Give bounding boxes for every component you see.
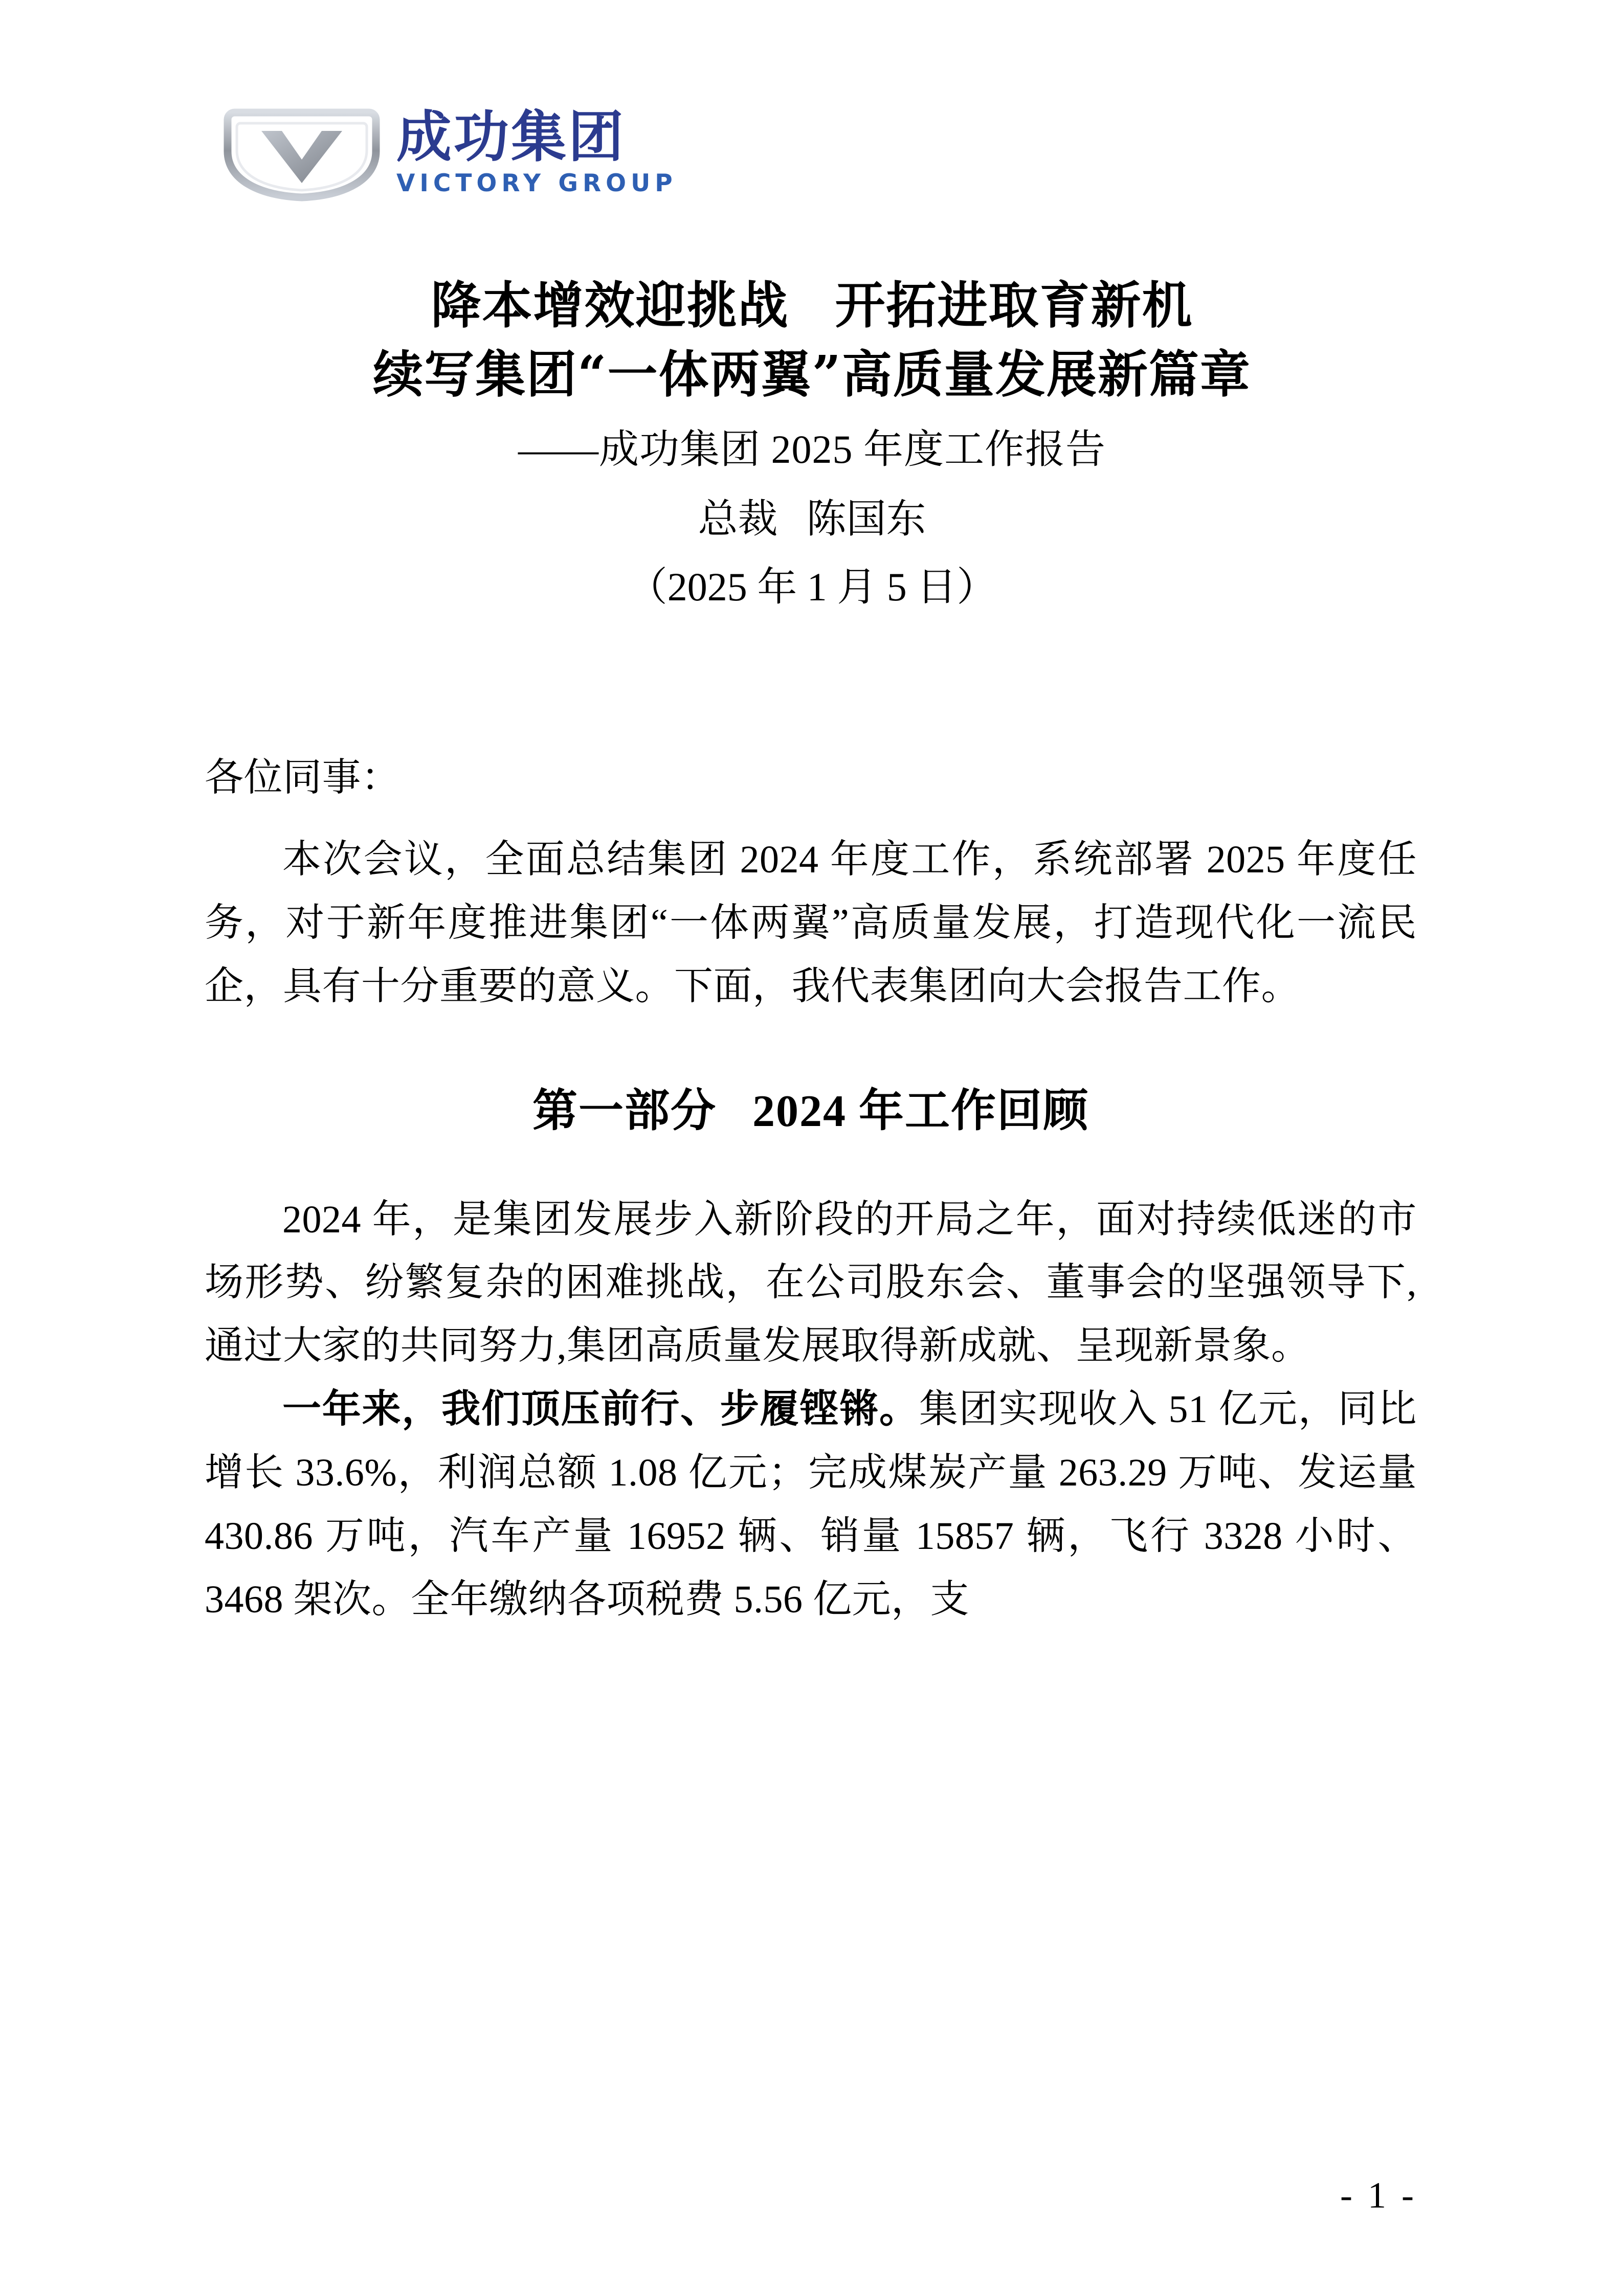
dateline: （2025 年 1 月 5 日） bbox=[627, 564, 997, 609]
byline bbox=[0, 491, 1624, 547]
logo-chinese-name: 成功集团 bbox=[396, 105, 626, 170]
paragraph-2024-overview: 2024 年，是集团发展步入新阶段的开局之年，面对持续低迷的市场形势、纷繁复杂的困难挑战，在公司股东会、董事会的坚强领导下,通过大家的共同努力,集团高质量发展取得新成就、呈现新景象。 bbox=[205, 1198, 1417, 1368]
paragraph-rest: 集团实现收入 51 亿元，同比增长 33.6%，利润总额 1.08 亿元；完成煤炭产量 263.29 万吨、发运量 430.86 万吨，汽车产量 16952 辆、销量 15857 辆，飞行 3328 小时、3468 架次。全年缴纳各项税费 5.56 亿元，支 bbox=[205, 1388, 1417, 1621]
page-title bbox=[0, 271, 1624, 409]
company-logo bbox=[212, 100, 693, 207]
page-number: - 1 - bbox=[1340, 2175, 1417, 2216]
logo-english-name: VICTORY GROUP bbox=[396, 169, 677, 197]
title-line2: 续写集团“一体两翼”高质量发展新篇章 bbox=[373, 345, 1251, 404]
title-block bbox=[0, 271, 1624, 615]
byline-name: 陈国东 bbox=[806, 496, 926, 541]
byline-role: 总裁 bbox=[698, 496, 778, 541]
paragraph-2024-results bbox=[205, 1378, 1417, 1632]
section-heading-text: 2024 年工作回顾 bbox=[752, 1086, 1089, 1136]
document-subtitle: ——成功集团 2025 年度工作报告 bbox=[518, 427, 1106, 472]
logo-wordmark bbox=[396, 107, 677, 199]
title-line1-part2: 开拓进取育新机 bbox=[835, 276, 1193, 335]
title-line1-part1: 降本增效迎挑战 bbox=[431, 276, 789, 335]
paragraph-intro: 本次会议，全面总结集团 2024 年度工作，系统部署 2025 年度任务，对于新年度推进集团“一体两翼”高质量发展，打造现代化一流民企，具有十分重要的意义。下面，我代表集团向大会报告工作。 bbox=[205, 838, 1417, 1008]
salutation: 各位同事： bbox=[205, 756, 401, 799]
victory-group-shield-logo bbox=[212, 102, 391, 205]
paragraph-lead-bold: 一年来，我们顶压前行、步履铿锵。 bbox=[282, 1388, 919, 1431]
section-heading-part-one bbox=[205, 1075, 1417, 1139]
section-heading-label: 第一部分 bbox=[532, 1086, 717, 1136]
document-body bbox=[205, 747, 1417, 1632]
